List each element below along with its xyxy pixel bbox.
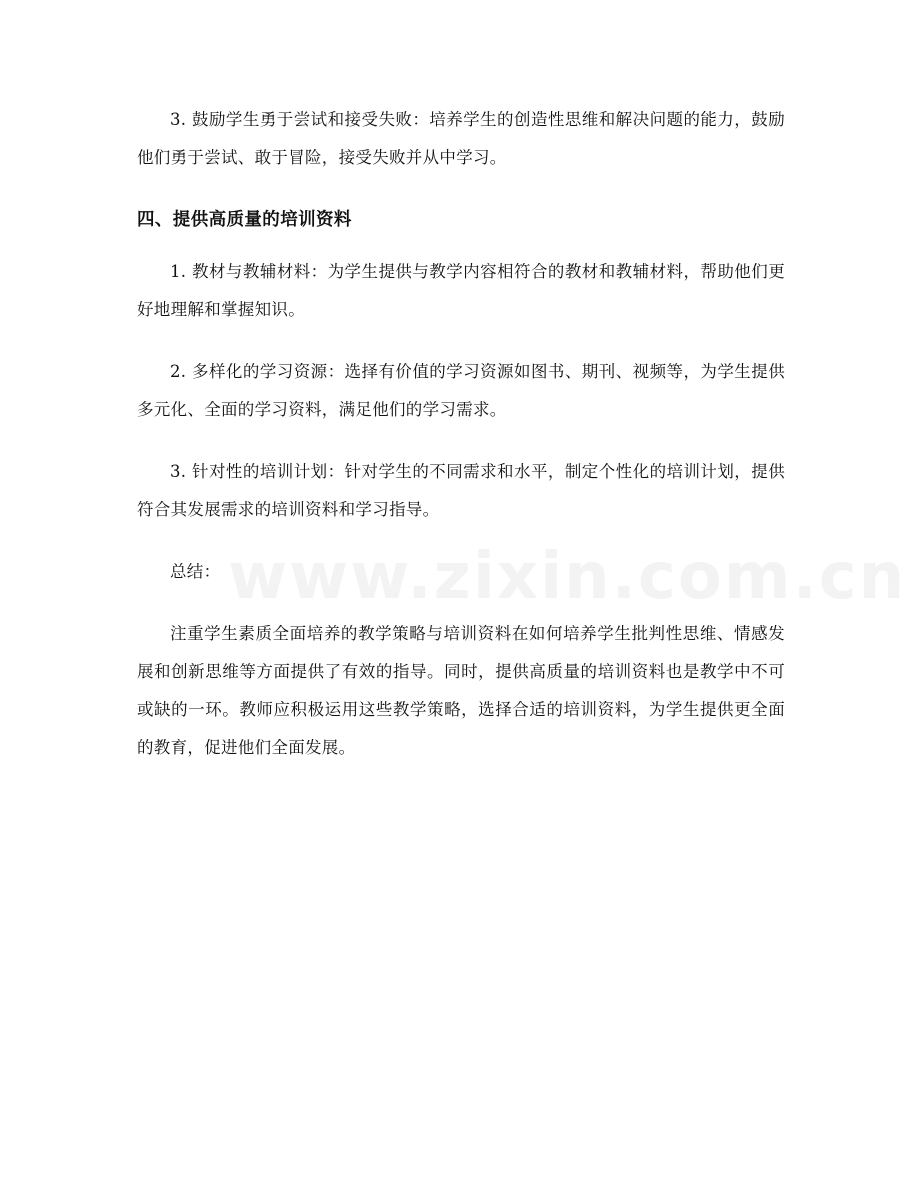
watermark: www.zixin.com.cn: [228, 540, 907, 614]
paragraph-training-plan: 3. 针对性的培训计划：针对学生的不同需求和水平，制定个性化的培训计划，提供符合其发展需求的培训资料和学习指导。: [137, 462, 785, 519]
paragraph-learning-resources: 2. 多样化的学习资源：选择有价值的学习资源如图书、期刊、视频等，为学生提供多元化、全面的学习资料，满足他们的学习需求。: [137, 362, 785, 419]
document-body: [137, 101, 907, 791]
summary-label: 总结：: [170, 562, 221, 581]
section-heading-four: 四、提供高质量的培训资料: [137, 210, 352, 230]
summary-paragraph: 注重学生素质全面培养的教学策略与培训资料在如何培养学生批判性思维、情感发展和创新思维等方面提供了有效的指导。同时，提供高质量的培训资料也是教学中不可或缺的一环。教师应积极运用这些教学策略，选择合适的培训资料，为学生提供更全面的教育，促进他们全面发展。: [137, 624, 785, 757]
paragraph-encourage-trying: 3. 鼓励学生勇于尝试和接受失败：培养学生的创造性思维和解决问题的能力，鼓励他们勇于尝试、敢于冒险，接受失败并从中学习。: [137, 110, 785, 167]
paragraph-textbooks: 1. 教材与教辅材料：为学生提供与教学内容相符合的教材和教辅材料，帮助他们更好地理解和掌握知识。: [137, 262, 785, 319]
